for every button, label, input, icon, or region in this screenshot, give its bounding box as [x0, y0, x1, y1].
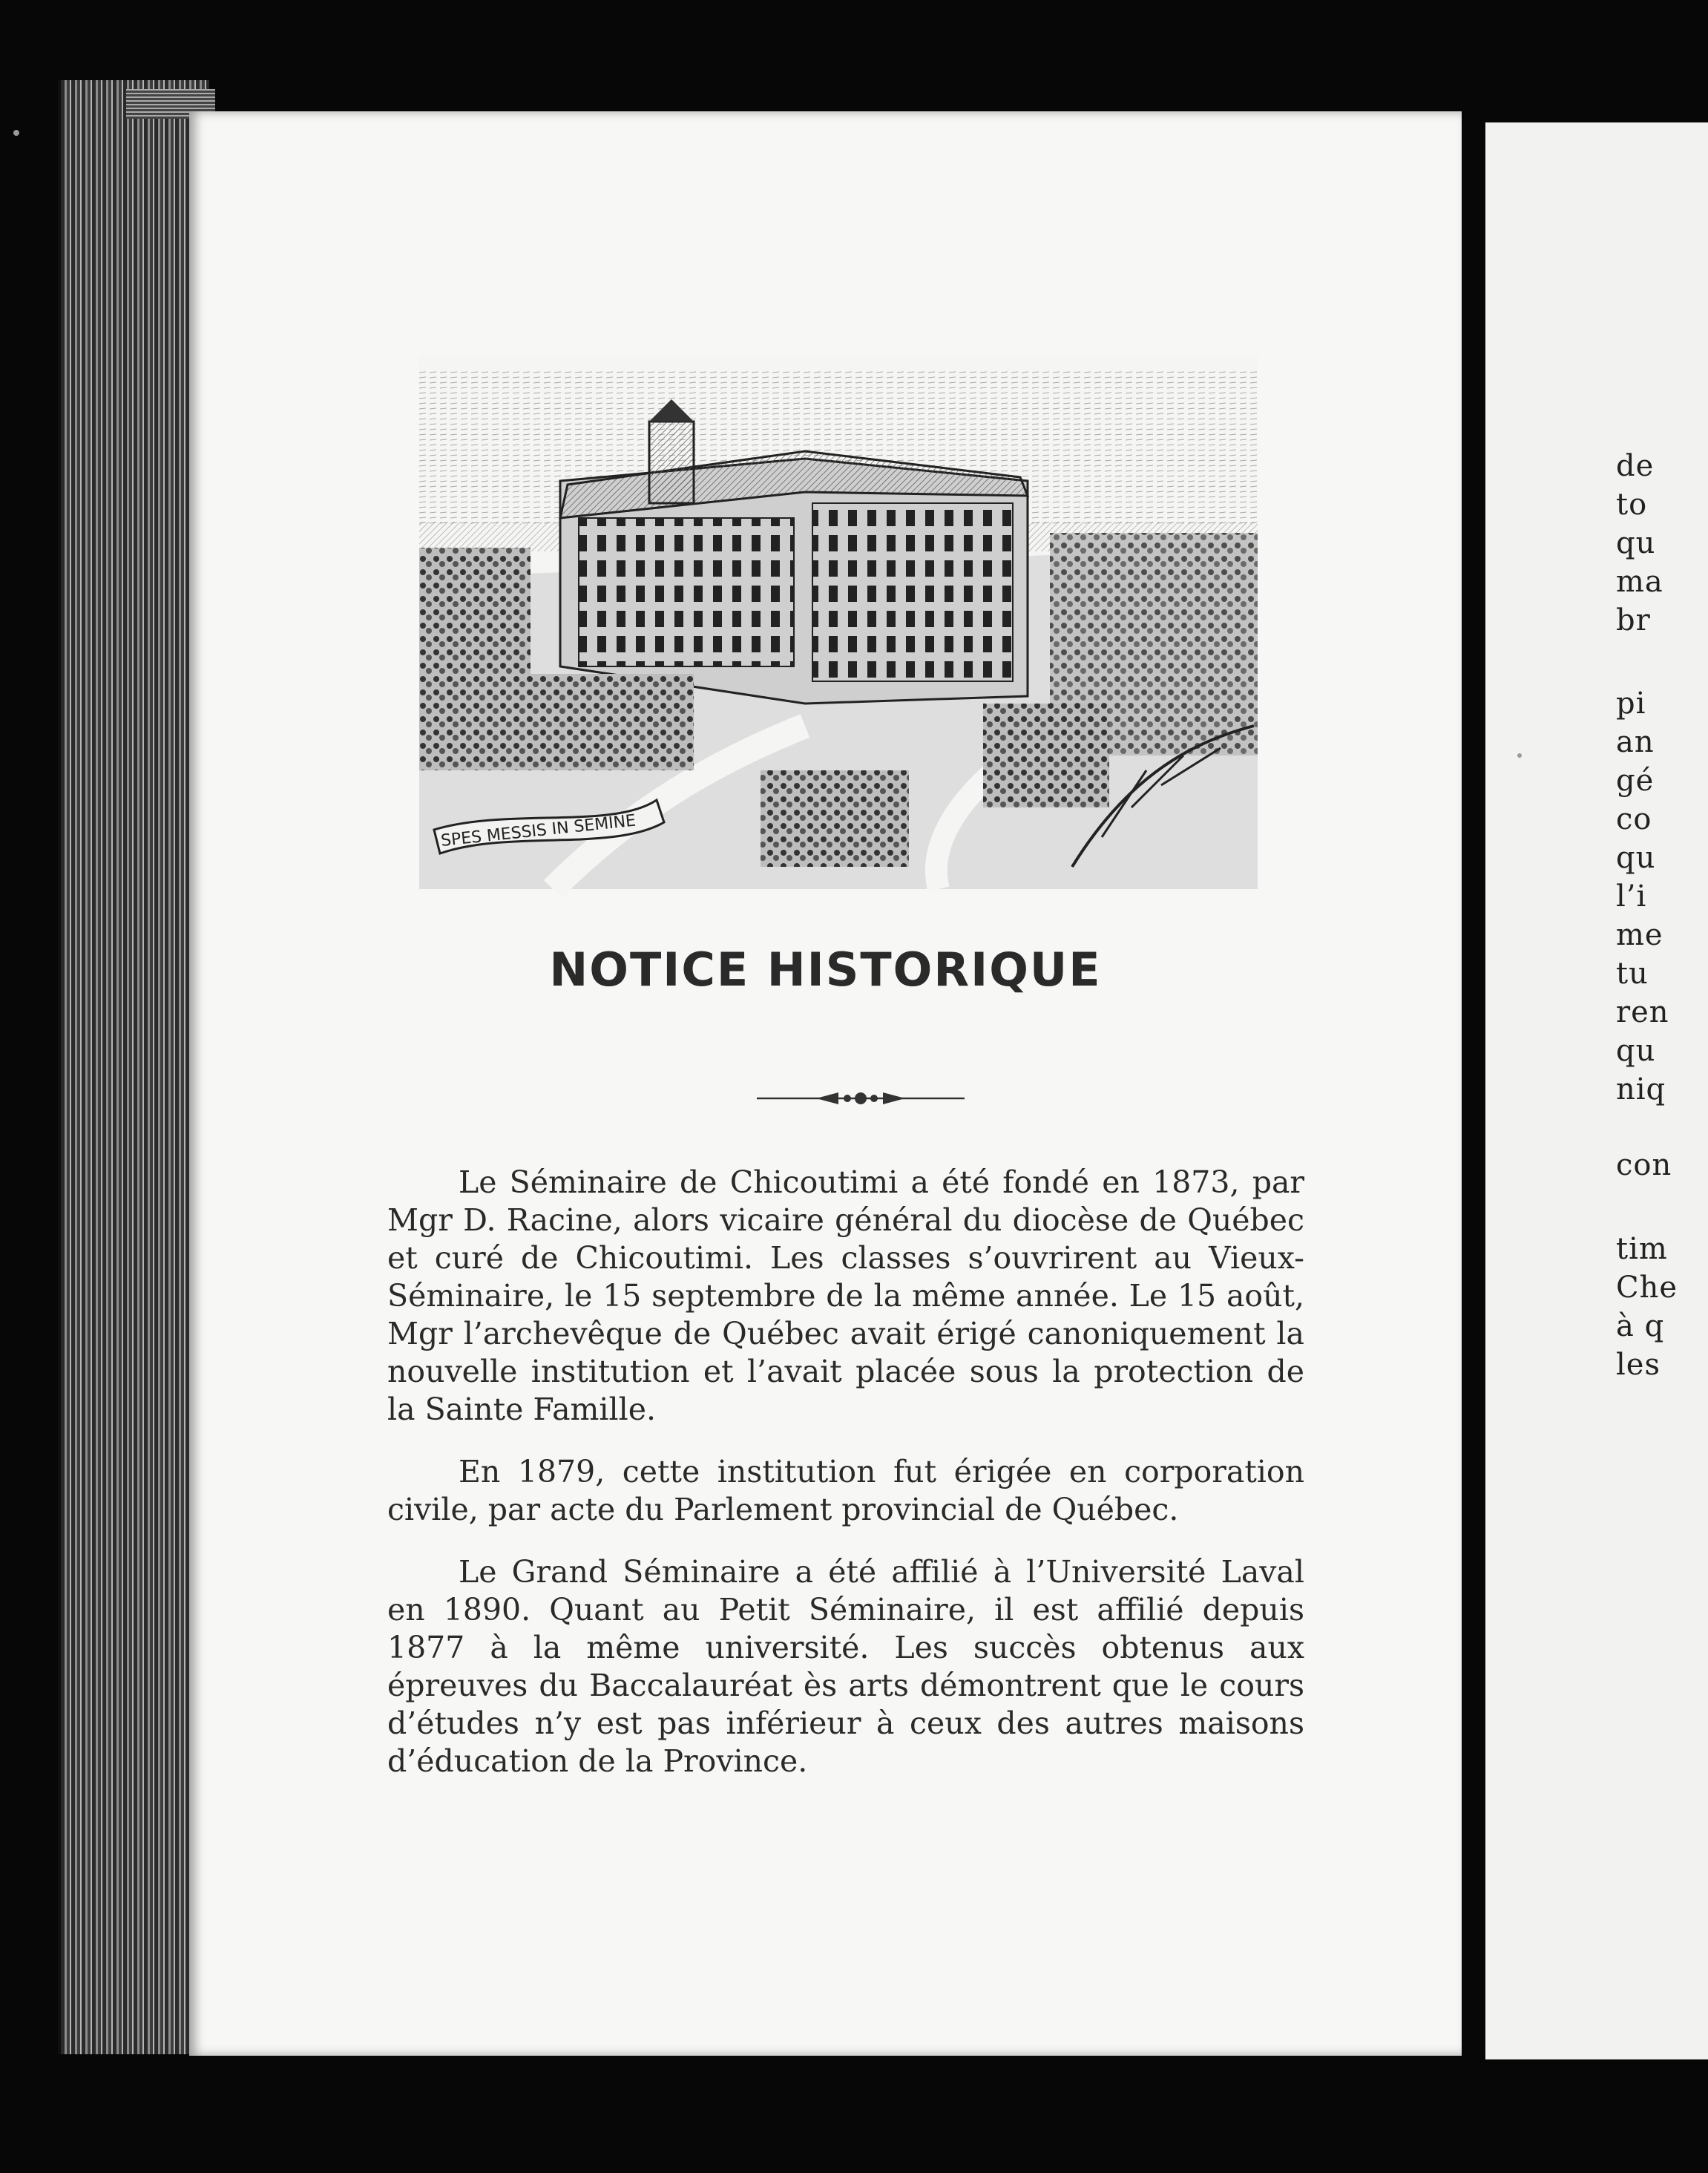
facing-text: Che [1616, 1271, 1678, 1305]
facing-text: l’i [1616, 879, 1647, 914]
facing-text: qu [1616, 526, 1656, 560]
paragraph-founding: Le Séminaire de Chicoutimi a été fondé en 1873, par Mgr D. Racine, alors vicaire général du diocèse de Québec et curé de Chicoutimi. Les classes s’ouvrirent au Vieux-Séminaire, le 15 septembre de la même année. Le 15 août, Mgr l’archevêque de Québec avait érigé canoniquement la nouvelle institution et l’avait placée sous la protection de la Sainte Famille. [387, 1164, 1304, 1427]
facing-text: ma [1616, 565, 1663, 599]
facing-text: qu [1616, 1034, 1656, 1068]
facing-text: me [1616, 918, 1663, 952]
facing-text: qu [1616, 841, 1656, 875]
facing-page [1485, 122, 1708, 2059]
facing-text: an [1616, 725, 1655, 759]
seminary-building-illustration [419, 355, 1258, 889]
facing-text: to [1616, 488, 1648, 522]
facing-text: niq [1616, 1072, 1666, 1107]
facing-text: co [1616, 802, 1652, 836]
facing-text: de [1616, 449, 1655, 483]
facing-text: à q [1616, 1309, 1665, 1343]
dust-speck [13, 130, 19, 136]
book-page-edges [58, 80, 209, 2054]
facing-text: tu [1616, 957, 1649, 991]
facing-text: tim [1616, 1232, 1668, 1266]
title-ornament [757, 1087, 965, 1110]
facing-text: gé [1616, 764, 1655, 798]
paragraph-incorporation: En 1879, cette institution fut érigée en corporation civile, par acte du Parlement provincial de Québec. [387, 1454, 1304, 1527]
dust-speck [1517, 753, 1522, 758]
facing-text: pi [1616, 686, 1646, 721]
facing-text: con [1616, 1148, 1672, 1182]
seminary-engraving [419, 355, 1258, 889]
facing-text: les [1616, 1348, 1661, 1382]
paragraph-affiliation: Le Grand Séminaire a été affilié à l’Université Laval en 1890. Quant au Petit Séminaire, il est affilié depuis 1877 à la même université. Les succès obtenus aux épreuves du Baccalauréat ès arts démontrent que le cours d’études n’y est pas inférieur à ceux des autres maisons d’éducation de la Province. [387, 1554, 1304, 1779]
motto-text: SPES MESSIS IN SEMINE [440, 811, 637, 850]
facing-text: br [1616, 603, 1651, 638]
facing-text: ren [1616, 995, 1669, 1029]
page-title: NOTICE HISTORIQUE [549, 943, 1102, 997]
historical-notice-text [387, 1164, 1304, 1805]
